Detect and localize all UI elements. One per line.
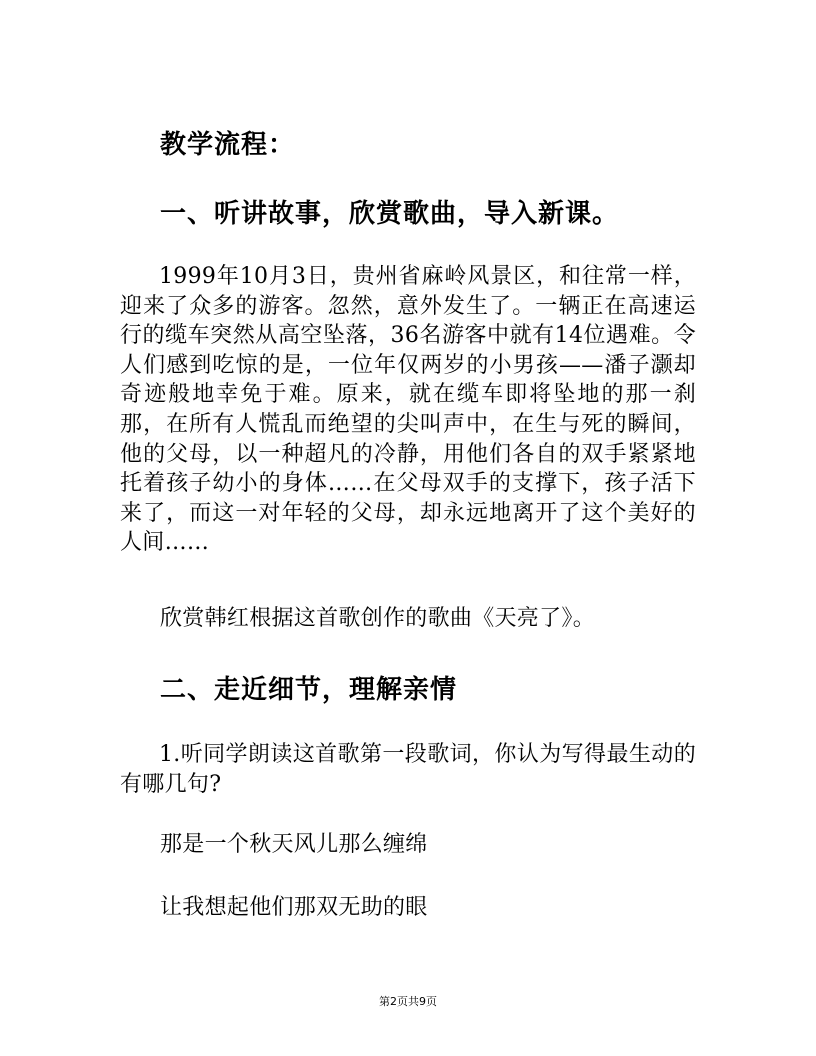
page-number-footer: 第2页共9页 xyxy=(379,995,437,1008)
question-one: 1.听同学朗读这首歌第一段歌词，你认为写得最生动的有哪几句? xyxy=(120,742,696,797)
lyric-line-two: 让我想起他们那双无助的眼 xyxy=(160,895,428,920)
enjoy-song-line: 欣赏韩红根据这首歌创作的歌曲《天亮了》。 xyxy=(160,606,596,631)
section-two-title: 二、走近细节，理解亲情 xyxy=(160,675,458,705)
lyric-line-one: 那是一个秋天风儿那么缠绵 xyxy=(160,832,428,857)
story-paragraph: 1999年10月3日，贵州省麻岭风景区，和往常一样，迎来了众多的游客。忽然，意外发生了。一辆正在高速运行的缆车突然从高空坠落，36名游客中就有14位遇难。令人们感到吃惊的是，一位年仅两岁的小男孩——潘子灏却奇迹般地幸免于难。原来，就在缆车即将坠地的那一刹那，在所有人慌乱而绝望的尖叫声中，在生与死的瞬间，他的父母，以一种超凡的冷静，用他们各自的双手紧紧地托着孩子幼小的身体……在父母双手的支撑下，孩子活下来了，而这一对年轻的父母，却永远地离开了这个美好的人间…… xyxy=(120,264,696,556)
section-one-title: 一、听讲故事，欣赏歌曲，导入新课。 xyxy=(160,199,620,229)
teaching-flow-heading: 教学流程： xyxy=(160,130,296,160)
